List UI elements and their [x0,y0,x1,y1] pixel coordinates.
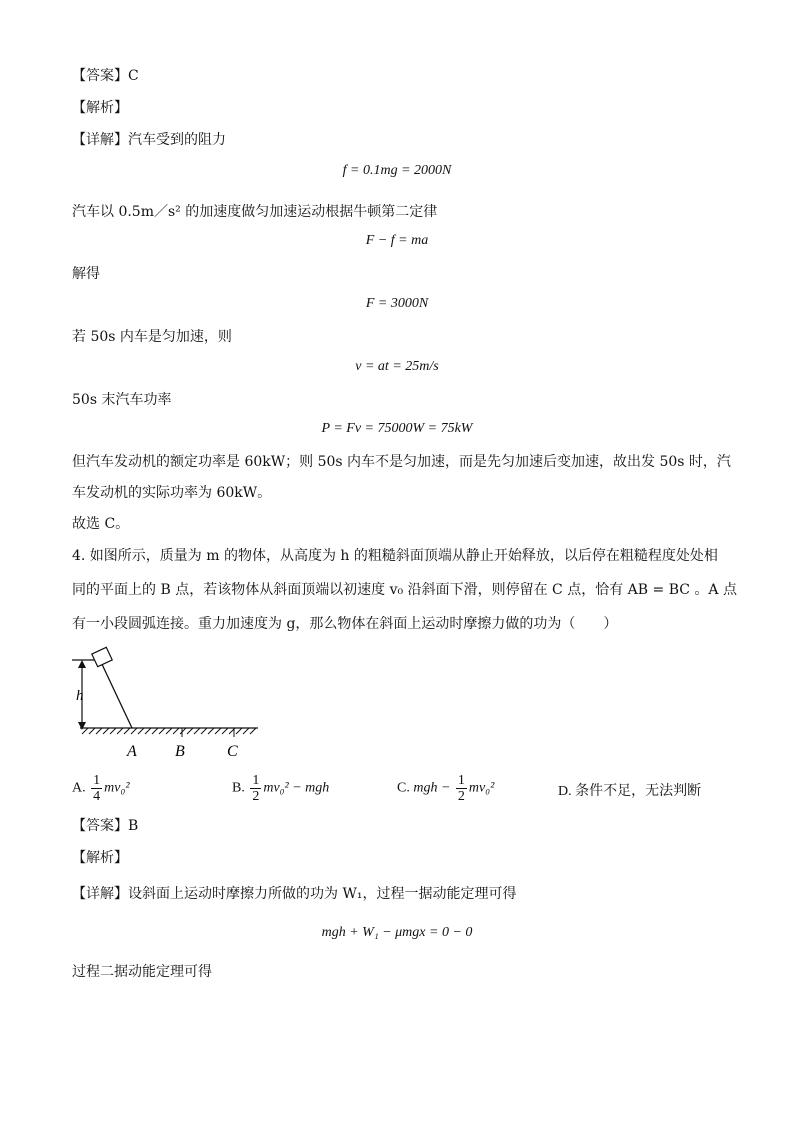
fraction: $\frac{1}{4}$ [93,773,101,804]
fraction: $\frac{1}{2}$ [457,773,465,804]
text-line: 故选 C。 [72,516,130,532]
detail-text: 设斜面上运动时摩擦力所做的功为 W₁，过程一据动能定理可得 [128,886,517,902]
option-d-text: 条件不足，无法判断 [575,784,702,799]
analysis-heading: 【解析】 [72,100,128,116]
equation-friction: f = 0.1mg = 2000N [342,163,452,178]
equation-newton: F − f = ma [365,233,429,248]
answer-tag: 【答案】 [72,818,128,834]
analysis-heading: 【解析】 [72,850,128,866]
option-b-expr: mv₀² − mgh [263,780,330,796]
option-c-pre: mgh − [413,780,451,796]
equation-power: P = Fv = 75000W = 75kW [321,421,473,436]
point-label-B: B [175,743,185,760]
point-label-A: A [127,743,137,760]
point-label-C: C [227,743,238,760]
option-a-expr: mv₀² [104,780,130,796]
arrow-head-down [78,722,86,730]
block [92,647,112,666]
text-line: 若 50s 内车是匀加速，则 [72,329,232,345]
option-a [72,773,130,804]
option-b-label: B. [232,780,245,796]
arrow-head-up [78,660,86,668]
fraction: $\frac{1}{2}$ [252,773,260,804]
ground-hatching [82,728,256,734]
text-line: 过程二据动能定理可得 [72,964,212,980]
answer-value: C [128,68,139,84]
detail-tag: 【详解】 [72,132,128,148]
incline-line [100,660,132,728]
text-line: 但汽车发动机的额定功率是 60kW；则 50s 内车不是匀加速，而是先匀加速后变加速，故出发 50s 时，汽 [72,454,731,470]
option-a-label: A. [72,780,86,796]
question-stem: 4. 如图所示，质量为 m 的物体，从高度为 h 的粗糙斜面顶端从静止开始释放，以后停在粗糙程度处处相 [72,548,718,564]
answer-line-q4 [72,816,138,836]
equation-velocity: v = at = 25m/s [355,359,439,374]
question-stem: 同的平面上的 B 点，若该物体从斜面顶端以初速度 v₀ 沿斜面下滑，则停留在 C 点，恰有 AB = BC 。A 点 [72,582,737,598]
answer-value: B [128,818,139,834]
option-c-expr: mv₀² [468,780,495,796]
answer-tag: 【答案】 [72,68,128,84]
detail-tag: 【详解】 [72,886,128,902]
equation-force: F = 3000N [365,296,429,311]
detail-line [72,884,516,904]
text-line: 车发动机的实际功率为 60kW。 [72,485,272,501]
option-c-label: C. [397,780,410,796]
text-line: 50s 末汽车功率 [72,392,172,408]
option-c [397,773,494,804]
incline-figure [66,644,266,764]
option-b [232,773,329,804]
detail-text: 汽车受到的阻力 [128,132,226,148]
question-stem: 有一小段圆弧连接。重力加速度为 g，那么物体在斜面上运动时摩擦力做的功为（ ） [72,616,618,632]
text-line: 汽车以 0.5m／s² 的加速度做匀加速运动根据牛顿第二定律 [72,204,438,220]
answer-line-q3 [72,66,139,86]
text-line: 解得 [72,266,100,282]
option-d-label: D. [558,784,572,799]
equation-energy: mgh + W₁ − μmgx = 0 − 0 [321,925,473,940]
height-label: h [76,688,84,704]
option-d [558,780,701,800]
detail-line [72,130,226,150]
